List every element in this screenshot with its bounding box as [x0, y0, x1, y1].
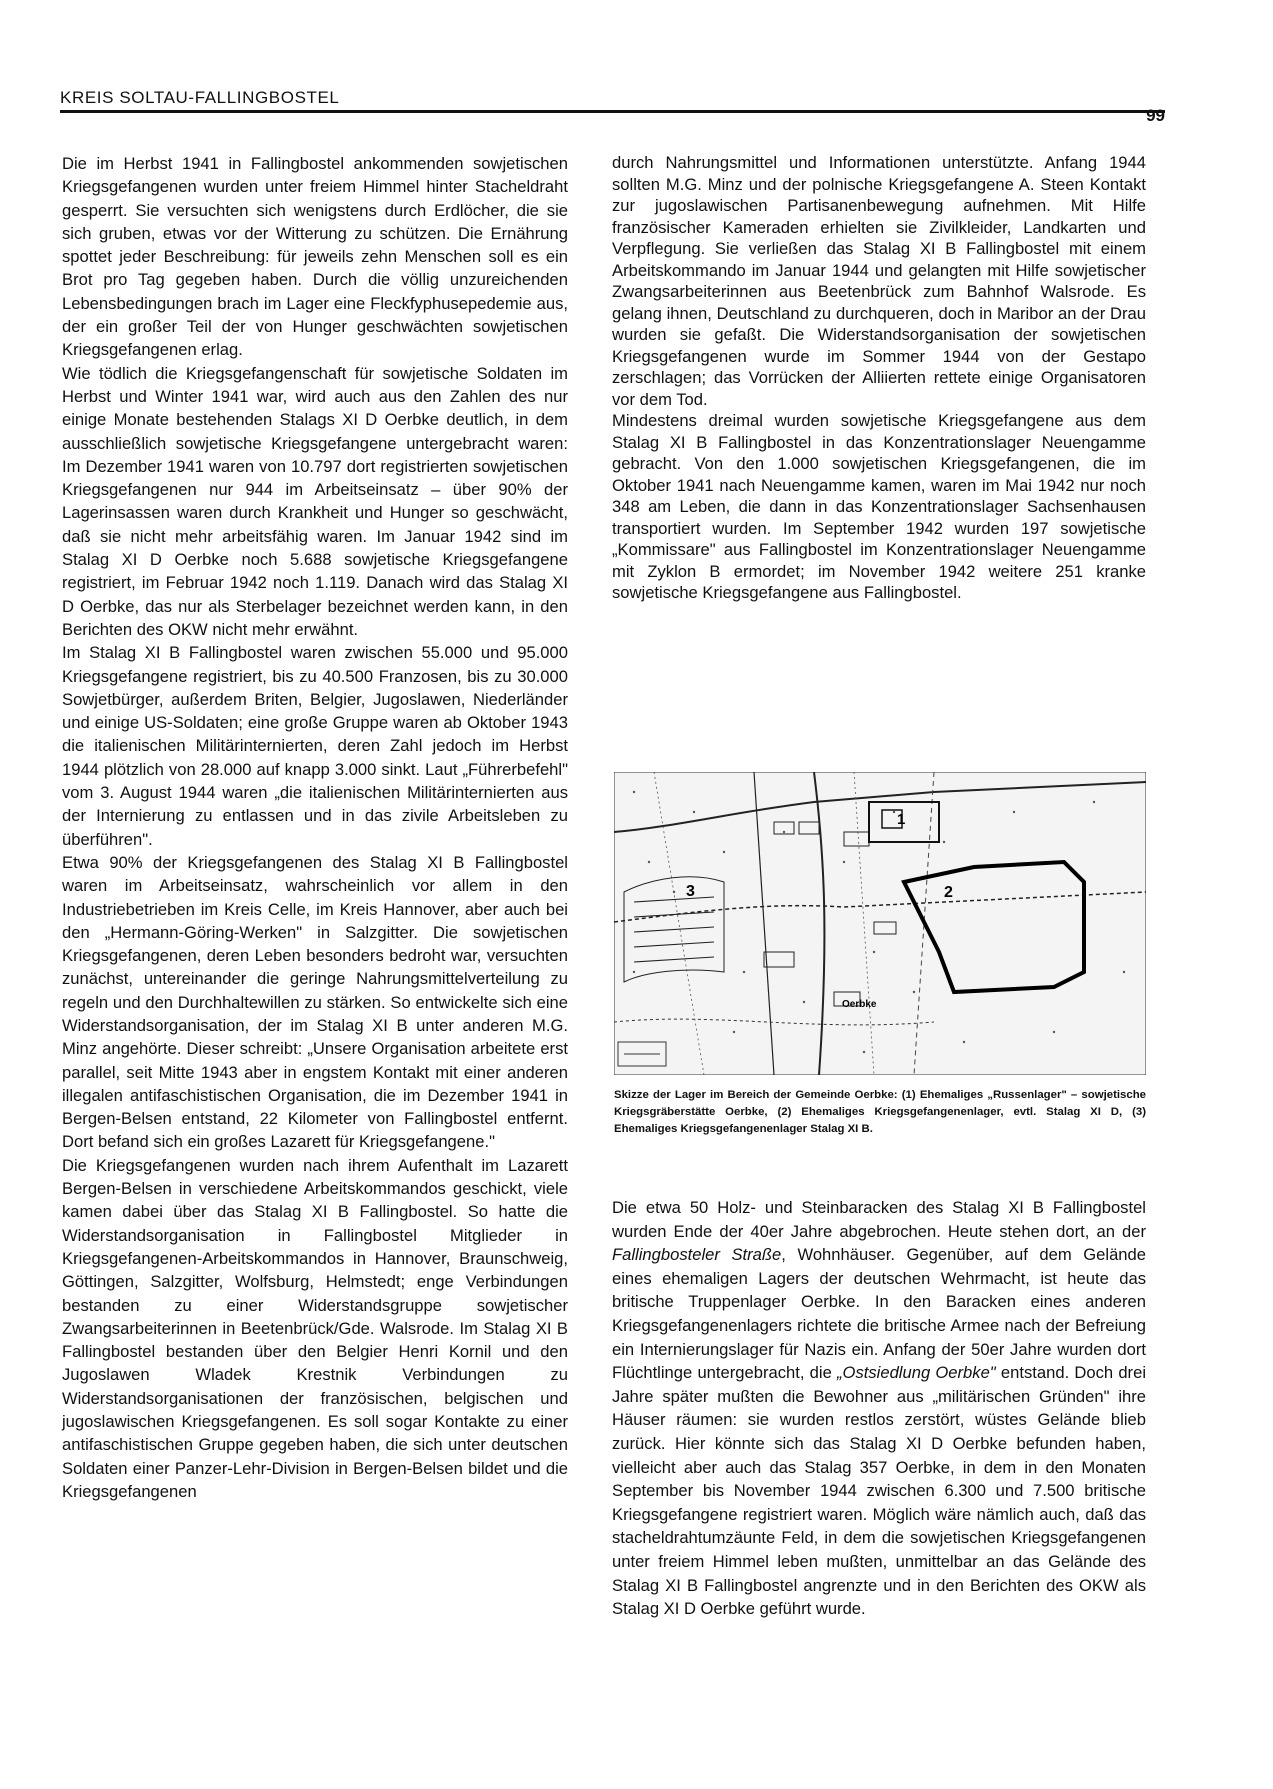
map-label-oerbke: Oerbke	[842, 999, 877, 1010]
settlement-name: „Ostsiedlung Oerbke"	[837, 1363, 996, 1383]
text-run: Die etwa 50 Holz- und Steinbaracken des Stalag XI B Fallingbostel wurden Ende der 40er Jahre abgebrochen. Heute stehen dort, an der	[612, 1198, 1146, 1241]
map-label-3: 3	[686, 883, 695, 900]
map-caption: Skizze der Lager im Bereich der Gemeinde Oerbke: (1) Ehemaliges „Russenlager" – sowjetische Kriegsgräberstätte Oerbke, (2) Ehemaliges Kriegsgefangenenlager, evtl. Stalag XI D, (3) Ehemaliges Kriegsgefangenenlager Stalag XI B.	[614, 1089, 1146, 1135]
running-head: KREIS SOLTAU-FALLINGBOSTEL	[60, 88, 340, 107]
camp-map-sketch	[614, 772, 1146, 1075]
map-label-2: 2	[944, 884, 953, 901]
text-run: , Wohnhäuser. Gegenüber, auf dem Gelände eines ehemaligen Lagers der deutschen Wehrmacht, ist heute das britische Truppenlager Oerbke. In den Baracken eines anderen Kriegsgefangenenlagers richtete die britische Armee nach der Befreiung ein Internierungslager für Nazis ein. Anfang der 50er Jahre wurden dort Flüchtlinge untergebracht, die	[612, 1245, 1146, 1383]
paragraph: Wie tödlich die Kriegsgefangenschaft für sowjetische Soldaten im Herbst und Winter 1941 war, wird auch aus den Zahlen des nur einige Monate bestehenden Stalags XI D Oerbke deutlich, in dem ausschließlich sowjetische Kriegsgefangene untergebracht waren: Im Dezember 1941 waren von 10.797 dort registrierten sowjetischen Kriegsgefangenen nur 944 im Arbeitseinsatz – über 90% der Lagerinsassen waren durch Krankheit und Hunger so geschwächt, daß sie nicht mehr arbeitsfähig waren. Im Januar 1942 sind im Stalag XI D Oerbke noch 5.688 sowjetische Kriegsgefangene registriert, im Februar 1942 noch 1.119. Danach wird das Stalag XI D Oerbke, das nur als Sterbelager bezeichnet werden kann, in den Berichten des OKW nicht mehr erwähnt.	[62, 363, 568, 639]
paragraph: durch Nahrungsmittel und Informationen unterstützte. Anfang 1944 sollten M.G. Minz und der polnische Kriegsgefangene A. Steen Kontakt zur jugoslawischen Partisanenbewegung aufnehmen. Mit Hilfe französischer Kameraden erhielten sie Zivilkleider, Landkarten und Verpflegung. Sie verließen das Stalag XI B Fallingbostel mit einem Arbeitskommando im Januar 1944 und gelangten mit Hilfe sowjetischer Zwangsarbeiterinnen aus Beetenbrück zum Bahnhof Walsrode. Es gelang ihnen, Deutschland zu durchqueren, doch in Maribor an der Drau wurden sie gefaßt. Die Widerstandsorganisation der sowjetischen Kriegsgefangenen wurde im Sommer 1944 von der Gestapo zerschlagen; das Vorrücken der Alliierten rettete einige Organisatoren vor dem Tod.	[612, 153, 1146, 409]
street-name: Fallingbosteler Straße	[612, 1245, 782, 1265]
paragraph: Mindestens dreimal wurden sowjetische Kriegsgefangene aus dem Stalag XI B Fallingbostel in das Konzentrationslager Neuengamme gebracht. Von den 1.000 sowjetischen Kriegsgefangenen, die im Oktober 1941 nach Neuengamme kamen, waren im Mai 1942 nur noch 348 am Leben, die dann in das Konzentrationslager Sachsenhausen transportiert wurden. Im September 1942 wurden 197 sowjetische „Kommissare" aus Fallingbostel im Konzentrationslager Neuengamme mit Zyklon B ermordet; im November 1942 weitere 251 kranke sowjetische Kriegsgefangene aus Fallingbostel.	[612, 411, 1146, 602]
map-drawing	[614, 772, 1146, 1075]
header-rule	[60, 110, 1165, 113]
left-column	[62, 152, 568, 1503]
paragraph	[612, 1196, 1146, 1621]
text-run: entstand. Doch drei Jahre später mußten die Bewohner aus „militärischen Gründen" ihre Häuser räumen: sie wurden restlos zerstört, wüstes Gelände blieb zurück. Hier könnte sich das Stalag XI D Oerbke befunden haben, vielleicht aber auch das Stalag 357 Oerbke, in dem in den Monaten September bis November 1944 zwischen 6.300 und 7.500 britische Kriegsgefangene registriert waren. Möglich wäre nämlich auch, daß das stacheldrahtumzäunte Feld, in dem die sowjetischen Kriegsgefangenen unter freiem Himmel leben mußten, unmittelbar an das Gelände des Stalag XI B Fallingbostel angrenzte und in den Berichten des OKW als Stalag XI D Oerbke geführt wurde.	[612, 1363, 1147, 1619]
page-number: 99	[1146, 106, 1165, 125]
paragraph: Im Stalag XI B Fallingbostel waren zwischen 55.000 und 95.000 Kriegsgefangene registriert, bis zu 40.500 Franzosen, bis zu 30.000 Sowjetbürger, außerdem Briten, Belgier, Jugoslawen, Niederländer und einige US-Soldaten; eine große Gruppe waren ab Oktober 1943 die italienischen Militärinternierten, deren Zahl jedoch im Herbst 1944 plötzlich von 28.000 auf knapp 3.000 sinkt. Laut „Führerbefehl" vom 3. August 1944 waren „die italienischen Militärinternierten aus der Internierung zu entlassen und in das zivile Arbeitsleben zu überführen".	[62, 643, 568, 849]
right-column-top	[612, 152, 1146, 604]
paragraph: Die im Herbst 1941 in Fallingbostel ankommenden sowjetischen Kriegsgefangenen wurden unter freiem Himmel hinter Stacheldraht gesperrt. Sie versuchten sich wenigstens durch Erdlöcher, die sie sich gruben, etwas vor der Witterung zu schützen. Die Ernährung spottet jeder Beschreibung: für jeweils zehn Menschen soll es ein Brot pro Tag gegeben haben. Durch die völlig unzureichenden Lebensbedingungen brach im Lager eine Fleckfyphusepedemie aus, der ein großer Teil der von Hunger geschwächten sowjetischen Kriegsgefangenen erlag.	[62, 154, 568, 360]
paragraph: Etwa 90% der Kriegsgefangenen des Stalag XI B Fallingbostel waren im Arbeitseinsatz, wahrscheinlich vor allem in den Industriebetrieben im Kreis Celle, im Kreis Hannover, aber auch bei den „Hermann-Göring-Werken" in Salzgitter. Die sowjetischen Kriegsgefangenen, deren Leben besonders bedroht war, versuchten zunächst, untereinander die geringe Nahrungsmittelverteilung zu regeln und den Durchhaltewillen zu stärken. So entwickelte sich eine Widerstandsorganisation, der im Stalag XI B unter anderen M.G. Minz angehörte. Dieser schreibt: „Unsere Organisation arbeitete erst parallel, seit Mitte 1943 aber in engstem Kontakt mit einer anderen illegalen antifaschistischen Organisation, die im Dezember 1941 in Bergen-Belsen entstand, 22 Kilometer von Fallingbostel entfernt. Dort befand sich ein großes Lazarett für Kriegsgefangene."	[62, 852, 568, 1152]
map-label-1: 1	[897, 811, 906, 828]
right-column-bottom	[612, 1196, 1146, 1621]
page-header	[60, 88, 1165, 125]
paragraph: Die Kriegsgefangenen wurden nach ihrem Aufenthalt im Lazarett Bergen-Belsen in verschiedene Arbeitskommandos geschickt, viele kamen dabei über das Stalag XI B Fallingbostel. So hatte die Widerstandsorganisation in Fallingbostel Mitglieder in Kriegsgefangenen-Arbeitskommandos in Hannover, Braunschweig, Göttingen, Salzgitter, Wolfsburg, Helmstedt; enge Verbindungen bestanden zu einer Widerstandsgruppe sowjetischer Zwangsarbeiterinnen in Beetenbrück/Gde. Walsrode. Im Stalag XI B Fallingbostel bestanden über den Belgier Henri Kornil und den Jugoslawen Wladek Krestnik Verbindungen zu Widerstandsorganisationen der französischen, belgischen und jugoslawischen Kriegsgefangenen. Es soll sogar Kontakte zu einer antifaschistischen Gruppe gegeben haben, die sich unter deutschen Soldaten einer Panzer-Lehr-Division in Bergen-Belsen bildet und die Kriegsgefangenen	[62, 1155, 568, 1501]
